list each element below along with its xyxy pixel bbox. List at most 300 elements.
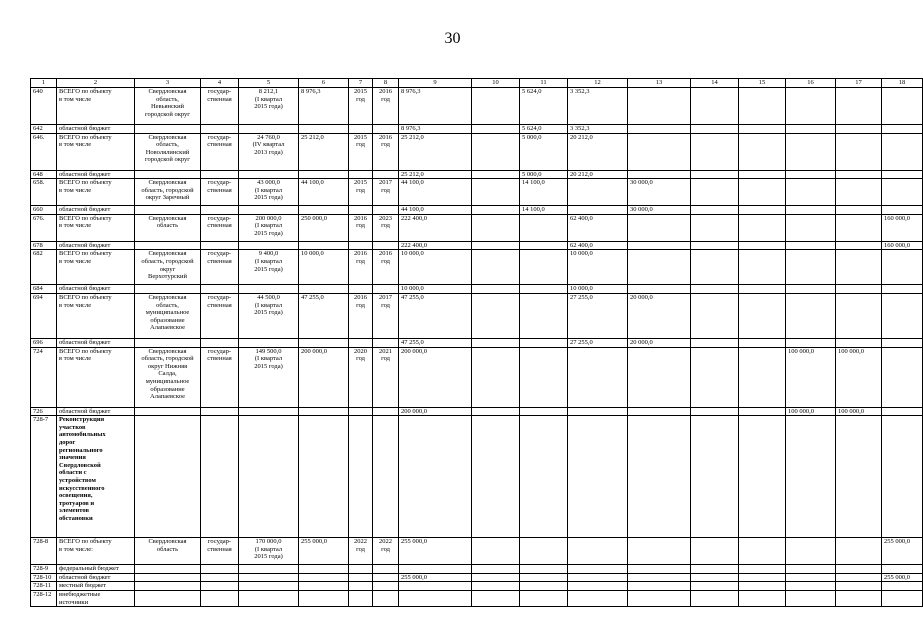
table-cell-col5 (239, 573, 299, 582)
table-cell-col11: 14 100,0 (520, 179, 568, 206)
table-cell-col10 (472, 538, 520, 565)
table-cell-col14 (691, 582, 739, 591)
table-row (31, 338, 923, 347)
table-cell-col9: 222 400,0 (399, 241, 472, 250)
table-cell-col7 (349, 565, 373, 574)
table-row (31, 590, 923, 606)
table-cell-col10 (472, 206, 520, 215)
table-cell-col9 (399, 565, 472, 574)
table-row (31, 214, 923, 241)
table-cell-col1: 696 (31, 338, 57, 347)
table-cell-col9: 44 100,0 (399, 179, 472, 206)
table-cell-col8 (373, 590, 399, 606)
table-cell-col18 (882, 590, 923, 606)
table-cell-col15 (739, 407, 786, 416)
table-cell-col8: 2016 год (373, 133, 399, 170)
table-cell-col2: ВСЕГО по объекту в том числе (57, 88, 135, 125)
table-cell-col4: государ- ственная (201, 88, 239, 125)
table-cell-col1: 728-9 (31, 565, 57, 574)
table-cell-col1: 684 (31, 285, 57, 294)
table-cell-col13 (628, 565, 691, 574)
table-row (31, 241, 923, 250)
table-cell-col5 (239, 338, 299, 347)
column-header: 1 (31, 79, 57, 88)
table-cell-col1: 728-12 (31, 590, 57, 606)
table-cell-col10 (472, 214, 520, 241)
table-cell-col2: областной бюджет (57, 407, 135, 416)
column-header: 14 (691, 79, 739, 88)
table-cell-col5 (239, 565, 299, 574)
table-cell-col10 (472, 407, 520, 416)
table-cell-col14 (691, 206, 739, 215)
table-cell-col12 (568, 347, 628, 407)
table-row (31, 582, 923, 591)
table-cell-col14 (691, 590, 739, 606)
table-cell-col13 (628, 416, 691, 538)
table-cell-col14 (691, 293, 739, 338)
table-cell-col8 (373, 241, 399, 250)
table-cell-col5: 24 760,0 (IV квартал 2013 года) (239, 133, 299, 170)
table-cell-col18 (882, 88, 923, 125)
table-cell-col1: 676. (31, 214, 57, 241)
table-cell-col12: 20 212,0 (568, 133, 628, 170)
table-cell-col17 (836, 250, 882, 285)
table-cell-col6 (299, 416, 349, 538)
table-cell-col10 (472, 582, 520, 591)
table-cell-col18 (882, 347, 923, 407)
table-cell-col13 (628, 573, 691, 582)
table-row (31, 573, 923, 582)
table-cell-col1: 642 (31, 125, 57, 134)
table-cell-col5 (239, 206, 299, 215)
table-cell-col3: Свердловская область, Новолялинский городской округ (135, 133, 201, 170)
table-cell-col3 (135, 241, 201, 250)
table-cell-col9: 10 000,0 (399, 285, 472, 294)
table-cell-col1: 640 (31, 88, 57, 125)
table-cell-col5: 43 000,0 (I квартал 2015 года) (239, 179, 299, 206)
table-row (31, 285, 923, 294)
table-cell-col11 (520, 338, 568, 347)
table-cell-col6 (299, 206, 349, 215)
table-cell-col16 (786, 214, 836, 241)
column-header: 12 (568, 79, 628, 88)
table-cell-col15 (739, 241, 786, 250)
table-cell-col5 (239, 590, 299, 606)
table-cell-col13 (628, 590, 691, 606)
table-cell-col16 (786, 125, 836, 134)
table-cell-col4: государ- ственная (201, 538, 239, 565)
table-cell-col7 (349, 590, 373, 606)
table-cell-col4 (201, 241, 239, 250)
table-cell-col2: областной бюджет (57, 573, 135, 582)
table-cell-col2: областной бюджет (57, 125, 135, 134)
table-cell-col5: 170 000,0 (I квартал 2015 года) (239, 538, 299, 565)
table-cell-col14 (691, 88, 739, 125)
table-cell-col14 (691, 125, 739, 134)
table-cell-col11: 5 000,0 (520, 133, 568, 170)
table-cell-col6 (299, 565, 349, 574)
table-cell-col18 (882, 293, 923, 338)
table-cell-col10 (472, 565, 520, 574)
table-cell-col11 (520, 347, 568, 407)
table-cell-col12: 3 352,3 (568, 88, 628, 125)
table-cell-col11: 14 100,0 (520, 206, 568, 215)
table-cell-col11 (520, 241, 568, 250)
column-header: 17 (836, 79, 882, 88)
table-cell-col3: Свердловская область (135, 538, 201, 565)
table-cell-col2: ВСЕГО по объекту в том числе: (57, 538, 135, 565)
table-cell-col15 (739, 573, 786, 582)
table-cell-col7 (349, 416, 373, 538)
table-cell-col6 (299, 573, 349, 582)
table-cell-col12 (568, 565, 628, 574)
table-cell-col4 (201, 338, 239, 347)
table-cell-col14 (691, 565, 739, 574)
table-cell-col2: ВСЕГО по объекту в том числе (57, 214, 135, 241)
table-cell-col18: 255 000,0 (882, 573, 923, 582)
table-cell-col17 (836, 125, 882, 134)
table-cell-col4: государ- ственная (201, 214, 239, 241)
table-cell-col14 (691, 416, 739, 538)
table-cell-col7 (349, 170, 373, 179)
table-cell-col6 (299, 125, 349, 134)
table-cell-col6: 10 000,0 (299, 250, 349, 285)
table-cell-col16 (786, 416, 836, 538)
table-cell-col17 (836, 88, 882, 125)
column-header: 18 (882, 79, 923, 88)
table-cell-col6 (299, 582, 349, 591)
table-cell-col18: 160 000,0 (882, 214, 923, 241)
table-cell-col10 (472, 250, 520, 285)
table-row (31, 538, 923, 565)
table-cell-col16 (786, 590, 836, 606)
table-cell-col5 (239, 170, 299, 179)
table-cell-col16 (786, 565, 836, 574)
table-cell-col8: 2017 год (373, 179, 399, 206)
table-cell-col18 (882, 407, 923, 416)
table-cell-col15 (739, 416, 786, 538)
table-cell-col1: 694 (31, 293, 57, 338)
table-cell-col16 (786, 206, 836, 215)
table-cell-col7 (349, 573, 373, 582)
table-cell-col16 (786, 573, 836, 582)
table-cell-col2: областной бюджет (57, 206, 135, 215)
table-cell-col14 (691, 133, 739, 170)
table-cell-col10 (472, 241, 520, 250)
table-cell-col18 (882, 125, 923, 134)
table-cell-col5 (239, 416, 299, 538)
table-cell-col18 (882, 416, 923, 538)
table-cell-col12 (568, 590, 628, 606)
table-cell-col16 (786, 241, 836, 250)
table-cell-col18: 160 000,0 (882, 241, 923, 250)
table-cell-col18 (882, 250, 923, 285)
table-cell-col2: ВСЕГО по объекту в том числе (57, 133, 135, 170)
table-cell-col12: 62 400,0 (568, 241, 628, 250)
table-cell-col17 (836, 582, 882, 591)
table-cell-col14 (691, 241, 739, 250)
table-cell-col12: 3 352,3 (568, 125, 628, 134)
table-cell-col17: 100 000,0 (836, 407, 882, 416)
table-cell-col18 (882, 170, 923, 179)
table-cell-col7 (349, 407, 373, 416)
table-cell-col3 (135, 170, 201, 179)
table-cell-col9: 8 976,3 (399, 125, 472, 134)
column-header: 8 (373, 79, 399, 88)
table-cell-col10 (472, 179, 520, 206)
table-cell-col5 (239, 407, 299, 416)
table-cell-col9 (399, 416, 472, 538)
table-cell-col7: 2015 год (349, 133, 373, 170)
table-cell-col15 (739, 170, 786, 179)
table-cell-col18: 255 000,0 (882, 538, 923, 565)
table-cell-col15 (739, 179, 786, 206)
table-cell-col10 (472, 293, 520, 338)
table-cell-col2: ВСЕГО по объекту в том числе (57, 250, 135, 285)
table-cell-col15 (739, 590, 786, 606)
table-cell-col11: 5 000,0 (520, 170, 568, 179)
table-cell-col8: 2022 год (373, 538, 399, 565)
table-cell-col17 (836, 241, 882, 250)
table-cell-col10 (472, 590, 520, 606)
table-cell-col17: 100 000,0 (836, 347, 882, 407)
table-cell-col2: областной бюджет (57, 241, 135, 250)
table-cell-col8: 2023 год (373, 214, 399, 241)
table-cell-col17 (836, 293, 882, 338)
table-cell-col18 (882, 338, 923, 347)
table-cell-col6 (299, 241, 349, 250)
table-cell-col15 (739, 293, 786, 338)
table-cell-col10 (472, 416, 520, 538)
table-cell-col8: 2021 год (373, 347, 399, 407)
table-cell-col11 (520, 407, 568, 416)
table-cell-col12: 62 400,0 (568, 214, 628, 241)
table-cell-col15 (739, 338, 786, 347)
table-cell-col4 (201, 407, 239, 416)
table-cell-col17 (836, 565, 882, 574)
table-cell-col9: 255 000,0 (399, 573, 472, 582)
table-cell-col14 (691, 347, 739, 407)
table-cell-col7: 2016 год (349, 214, 373, 241)
table-cell-col13 (628, 88, 691, 125)
table-cell-col8 (373, 206, 399, 215)
table-cell-col3 (135, 416, 201, 538)
table-cell-col12: 20 212,0 (568, 170, 628, 179)
table-cell-col7: 2020 год (349, 347, 373, 407)
table-cell-col12 (568, 206, 628, 215)
table-cell-col11 (520, 285, 568, 294)
table-cell-col7: 2015 год (349, 179, 373, 206)
table-cell-col9 (399, 590, 472, 606)
table-cell-col3 (135, 206, 201, 215)
table-cell-col17 (836, 573, 882, 582)
table-cell-col5: 9 400,0 (I квартал 2015 года) (239, 250, 299, 285)
table-cell-col13: 20 000,0 (628, 338, 691, 347)
table-cell-col1: 648 (31, 170, 57, 179)
table-row (31, 179, 923, 206)
table-cell-col11 (520, 590, 568, 606)
table-row (31, 88, 923, 125)
table-cell-col11 (520, 293, 568, 338)
table-row (31, 206, 923, 215)
table-cell-col3 (135, 407, 201, 416)
table-cell-col4 (201, 206, 239, 215)
table-cell-col2: федеральный бюджет (57, 565, 135, 574)
table-cell-col6: 200 000,0 (299, 347, 349, 407)
table-cell-col4 (201, 582, 239, 591)
table-cell-col14 (691, 573, 739, 582)
table-cell-col9: 25 212,0 (399, 133, 472, 170)
table-cell-col10 (472, 133, 520, 170)
table-cell-col11: 5 624,0 (520, 88, 568, 125)
table-cell-col3 (135, 590, 201, 606)
table-cell-col2: областной бюджет (57, 338, 135, 347)
table-cell-col6: 25 212,0 (299, 133, 349, 170)
table-row (31, 133, 923, 170)
table-row (31, 125, 923, 134)
table-cell-col13: 30 000,0 (628, 206, 691, 215)
table-cell-col18 (882, 582, 923, 591)
table-cell-col2: областной бюджет (57, 285, 135, 294)
table-cell-col13 (628, 347, 691, 407)
table-cell-col10 (472, 338, 520, 347)
table-cell-col15 (739, 347, 786, 407)
table-row (31, 416, 923, 538)
table-cell-col13 (628, 538, 691, 565)
table-cell-col17 (836, 285, 882, 294)
table-row (31, 565, 923, 574)
table-cell-col12 (568, 538, 628, 565)
table-cell-col11 (520, 250, 568, 285)
table-cell-col14 (691, 250, 739, 285)
table-cell-col1: 660 (31, 206, 57, 215)
table-cell-col1: 682 (31, 250, 57, 285)
table-cell-col4: государ- ственная (201, 133, 239, 170)
table-cell-col9: 44 100,0 (399, 206, 472, 215)
table-cell-col4 (201, 285, 239, 294)
table-cell-col18 (882, 179, 923, 206)
table-cell-col17 (836, 338, 882, 347)
table-cell-col11 (520, 573, 568, 582)
budget-table (30, 78, 923, 607)
table-cell-col11 (520, 416, 568, 538)
column-header: 5 (239, 79, 299, 88)
table-cell-col3 (135, 573, 201, 582)
table-cell-col13: 20 000,0 (628, 293, 691, 338)
table-cell-col6 (299, 338, 349, 347)
table-cell-col15 (739, 538, 786, 565)
column-header: 15 (739, 79, 786, 88)
table-cell-col8 (373, 582, 399, 591)
table-cell-col5: 8 212,1 (I квартал 2015 года) (239, 88, 299, 125)
table-cell-col5: 149 500,0 (I квартал 2015 года) (239, 347, 299, 407)
page-number: 30 (444, 30, 461, 47)
table-cell-col10 (472, 573, 520, 582)
table-cell-col14 (691, 179, 739, 206)
table-cell-col4 (201, 125, 239, 134)
table-cell-col13 (628, 407, 691, 416)
table-row (31, 170, 923, 179)
table-cell-col9: 255 000,0 (399, 538, 472, 565)
table-cell-col6: 250 000,0 (299, 214, 349, 241)
table-cell-col8 (373, 125, 399, 134)
table-cell-col13 (628, 241, 691, 250)
table-cell-col11 (520, 538, 568, 565)
table-cell-col7 (349, 125, 373, 134)
table-cell-col11: 5 624,0 (520, 125, 568, 134)
table-cell-col10 (472, 347, 520, 407)
table-cell-col14 (691, 338, 739, 347)
table-cell-col9: 10 000,0 (399, 250, 472, 285)
table-cell-col16 (786, 88, 836, 125)
table-cell-col6: 47 255,0 (299, 293, 349, 338)
table-cell-col16: 100 000,0 (786, 347, 836, 407)
table-cell-col12: 10 000,0 (568, 250, 628, 285)
table-cell-col13 (628, 133, 691, 170)
table-cell-col13 (628, 582, 691, 591)
table-cell-col17 (836, 133, 882, 170)
table-cell-col5 (239, 285, 299, 294)
table-cell-col7: 2016 год (349, 293, 373, 338)
table-cell-col18 (882, 206, 923, 215)
table-cell-col12: 10 000,0 (568, 285, 628, 294)
table-cell-col13 (628, 250, 691, 285)
column-header: 16 (786, 79, 836, 88)
table-cell-col16 (786, 179, 836, 206)
column-header: 10 (472, 79, 520, 88)
table-cell-col14 (691, 214, 739, 241)
table-cell-col15 (739, 582, 786, 591)
table-cell-col17 (836, 170, 882, 179)
table-row (31, 407, 923, 416)
table-cell-col1: 658. (31, 179, 57, 206)
table-cell-col6 (299, 590, 349, 606)
column-header: 4 (201, 79, 239, 88)
table-cell-col11 (520, 582, 568, 591)
table-cell-col14 (691, 285, 739, 294)
table-cell-col18 (882, 133, 923, 170)
table-cell-col17 (836, 590, 882, 606)
table-cell-col6: 8 976,3 (299, 88, 349, 125)
table-cell-col9: 8 976,3 (399, 88, 472, 125)
table-cell-col15 (739, 133, 786, 170)
table-cell-col1: 728-8 (31, 538, 57, 565)
table-cell-col13 (628, 285, 691, 294)
table-cell-col1: 728-7 (31, 416, 57, 538)
table-cell-col6 (299, 285, 349, 294)
header-row (31, 79, 923, 88)
table-cell-col8: 2016 год (373, 250, 399, 285)
table-cell-col1: 726 (31, 407, 57, 416)
table-cell-col7 (349, 241, 373, 250)
table-cell-col3 (135, 338, 201, 347)
table-cell-col14 (691, 170, 739, 179)
table-cell-col15 (739, 214, 786, 241)
table-cell-col7: 2016 год (349, 250, 373, 285)
table-cell-col7 (349, 582, 373, 591)
table-cell-col2: ВСЕГО по объекту в том числе (57, 293, 135, 338)
table-cell-col2: внебюджетные источники (57, 590, 135, 606)
table-cell-col16 (786, 293, 836, 338)
table-cell-col5 (239, 241, 299, 250)
table-cell-col16 (786, 538, 836, 565)
table-cell-col13 (628, 214, 691, 241)
table-cell-col2: областной бюджет (57, 170, 135, 179)
column-header: 6 (299, 79, 349, 88)
table-cell-col7: 2015 год (349, 88, 373, 125)
table-cell-col6: 44 100,0 (299, 179, 349, 206)
table-cell-col17 (836, 179, 882, 206)
